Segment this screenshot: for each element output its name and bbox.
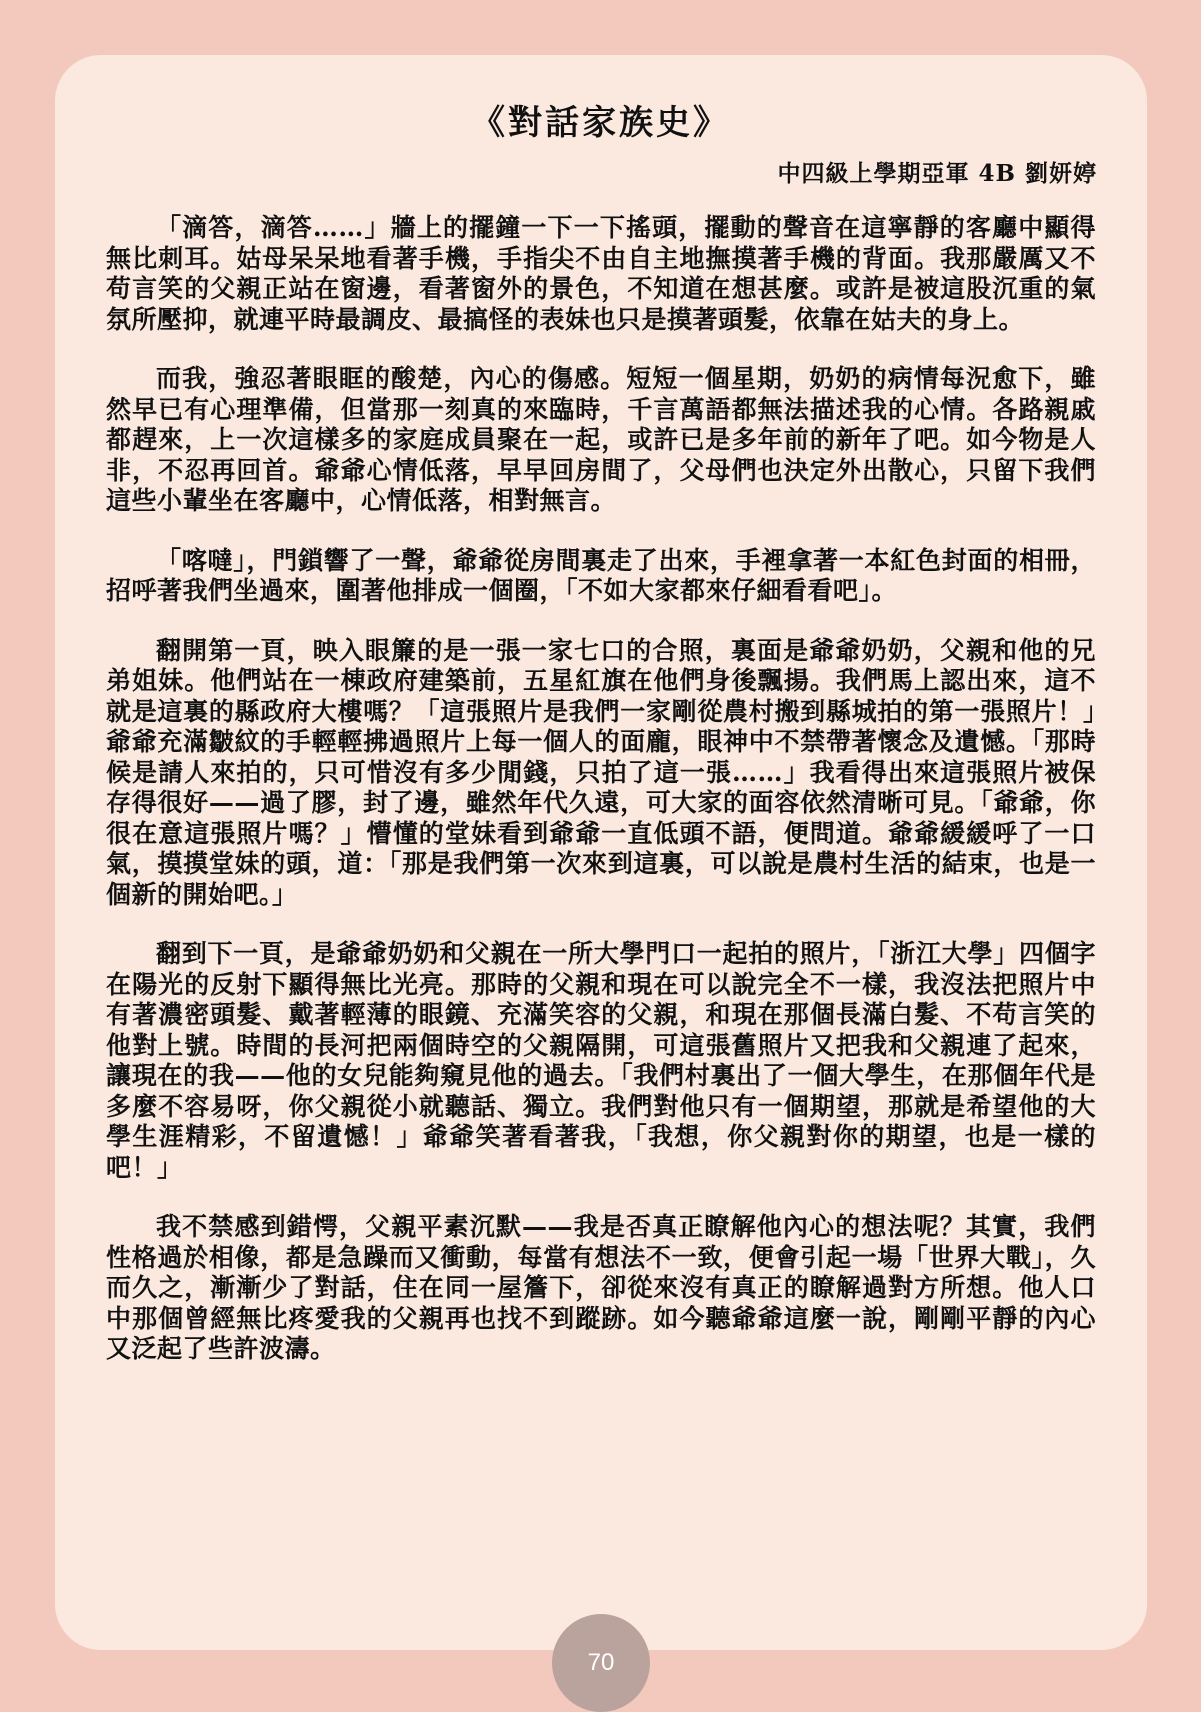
paragraph: 而我，強忍著眼眶的酸楚，內心的傷感。短短一個星期，奶奶的病情每況愈下，雖然早已有心理準備，但當那一刻真的來臨時，千言萬語都無法描述我的心情。各路親戚都趕來，上一次這樣多的家庭成員聚在一起，或許已是多年前的新年了吧。如今物是人非，不忍再回首。爺爺心情低落，早早回房間了，父母們也決定外出散心，只留下我們這些小輩坐在客廳中，心情低落，相對無言。 [106, 364, 1096, 515]
essay-body [106, 213, 1096, 1394]
page-number-badge: 70 [552, 1614, 650, 1712]
paragraph: 「喀噠」，門鎖響了一聲，爺爺從房間裏走了出來，手裡拿著一本紅色封面的相冊，招呼著我們坐過來，圍著他排成一個圈，「不如大家都來仔細看看吧」。 [106, 545, 1096, 605]
paragraph: 翻到下一頁，是爺爺奶奶和父親在一所大學門口一起拍的照片，「浙江大學」四個字在陽光的反射下顯得無比光亮。那時的父親和現在可以說完全不一樣，我沒法把照片中有著濃密頭髮、戴著輕薄的眼鏡、充滿笑容的父親，和現在那個長滿白髮、不苟言笑的他對上號。時間的長河把兩個時空的父親隔開，可這張舊照片又把我和父親連了起來，讓現在的我——他的女兒能夠窺見他的過去。「我們村裏出了一個大學生，在那個年代是多麼不容易呀，你父親從小就聽話、獨立。我們對他只有一個期望，那就是希望他的大學生涯精彩，不留遺憾！」爺爺笑著看著我，「我想，你父親對你的期望，也是一樣的吧！」 [106, 939, 1096, 1182]
author-byline: 中四級上學期亞軍 4B 劉妍婷 [777, 160, 1097, 187]
paragraph: 翻開第一頁，映入眼簾的是一張一家七口的合照，裏面是爺爺奶奶，父親和他的兄弟姐妹。他們站在一棟政府建築前，五星紅旗在他們身後飄揚。我們馬上認出來，這不就是這裏的縣政府大樓嗎？「這張照片是我們一家剛從農村搬到縣城拍的第一張照片！」爺爺充滿皺紋的手輕輕拂過照片上每一個人的面龐，眼神中不禁帶著懷念及遺憾。「那時候是請人來拍的，只可惜沒有多少閒錢，只拍了這一張……」我看得出來這張照片被保存得很好——過了膠，封了邊，雖然年代久遠，可大家的面容依然清晰可見。「爺爺，你很在意這張照片嗎？」懵懂的堂妹看到爺爺一直低頭不語，便問道。爺爺緩緩呼了一口氣，摸摸堂妹的頭，道：「那是我們第一次來到這裏，可以說是農村生活的結束，也是一個新的開始吧。」 [106, 635, 1096, 909]
essay-title: 《對話家族史》 [471, 103, 730, 143]
paragraph: 「滴答，滴答……」牆上的擺鐘一下一下搖頭，擺動的聲音在這寧靜的客廳中顯得無比刺耳。姑母呆呆地看著手機，手指尖不由自主地撫摸著手機的背面。我那嚴厲又不苟言笑的父親正站在窗邊，看著窗外的景色，不知道在想甚麼。或許是被這股沉重的氣氛所壓抑，就連平時最調皮、最搞怪的表妹也只是摸著頭髮，依靠在姑夫的身上。 [106, 213, 1096, 334]
paragraph: 我不禁感到錯愕，父親平素沉默——我是否真正瞭解他內心的想法呢？其實，我們性格過於相像，都是急躁而又衝動，每當有想法不一致，便會引起一場「世界大戰」，久而久之，漸漸少了對話，住在同一屋簷下，卻從來沒有真正的瞭解過對方所想。他人口中那個曾經無比疼愛我的父親再也找不到蹤跡。如今聽爺爺這麼一說，剛剛平靜的內心又泛起了些許波濤。 [106, 1212, 1096, 1363]
